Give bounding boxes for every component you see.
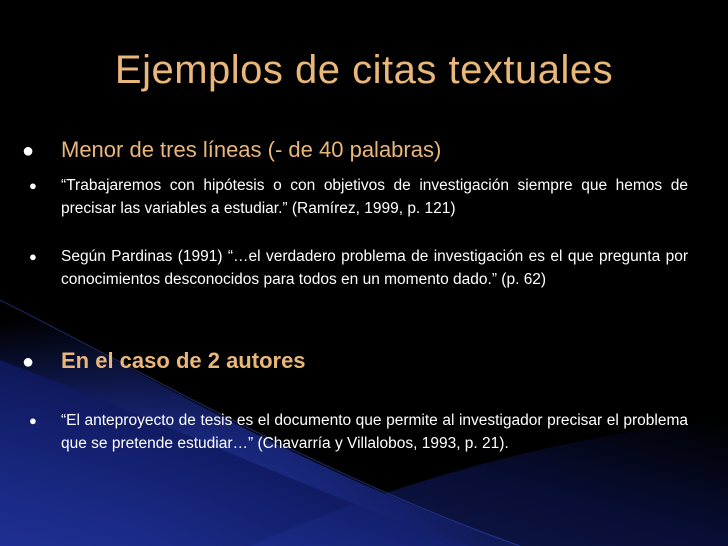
bullet-icon: ● bbox=[22, 140, 35, 162]
bullet-icon: ● bbox=[22, 351, 35, 373]
list-item-text: Menor de tres líneas (- de 40 palabras) bbox=[61, 137, 442, 162]
list-item-text: En el caso de 2 autores bbox=[61, 348, 306, 373]
list-item-text: Según Pardinas (1991) “…el verdadero problema de investigación es el que pregunta por conocimientos desconocidos para todos en un momento dado.” (p. 62) bbox=[61, 248, 688, 288]
list-item-text: “El anteproyecto de tesis es el documento que permite al investigador precisar el problema que se pretende estudiar…” (Chavarría y Villalobos, 1993, p. 21). bbox=[61, 412, 688, 452]
list-item-text: “Trabajaremos con hipótesis o con objetivos de investigación siempre que hemos de precisar las variables a estudiar.” (Ramírez, 1999, p. 121) bbox=[61, 177, 688, 217]
bullet-icon: ● bbox=[29, 178, 37, 193]
bullet-icon: ● bbox=[29, 413, 37, 428]
slide-title: Ejemplos de citas textuales bbox=[114, 48, 614, 92]
bullet-icon: ● bbox=[29, 249, 37, 264]
